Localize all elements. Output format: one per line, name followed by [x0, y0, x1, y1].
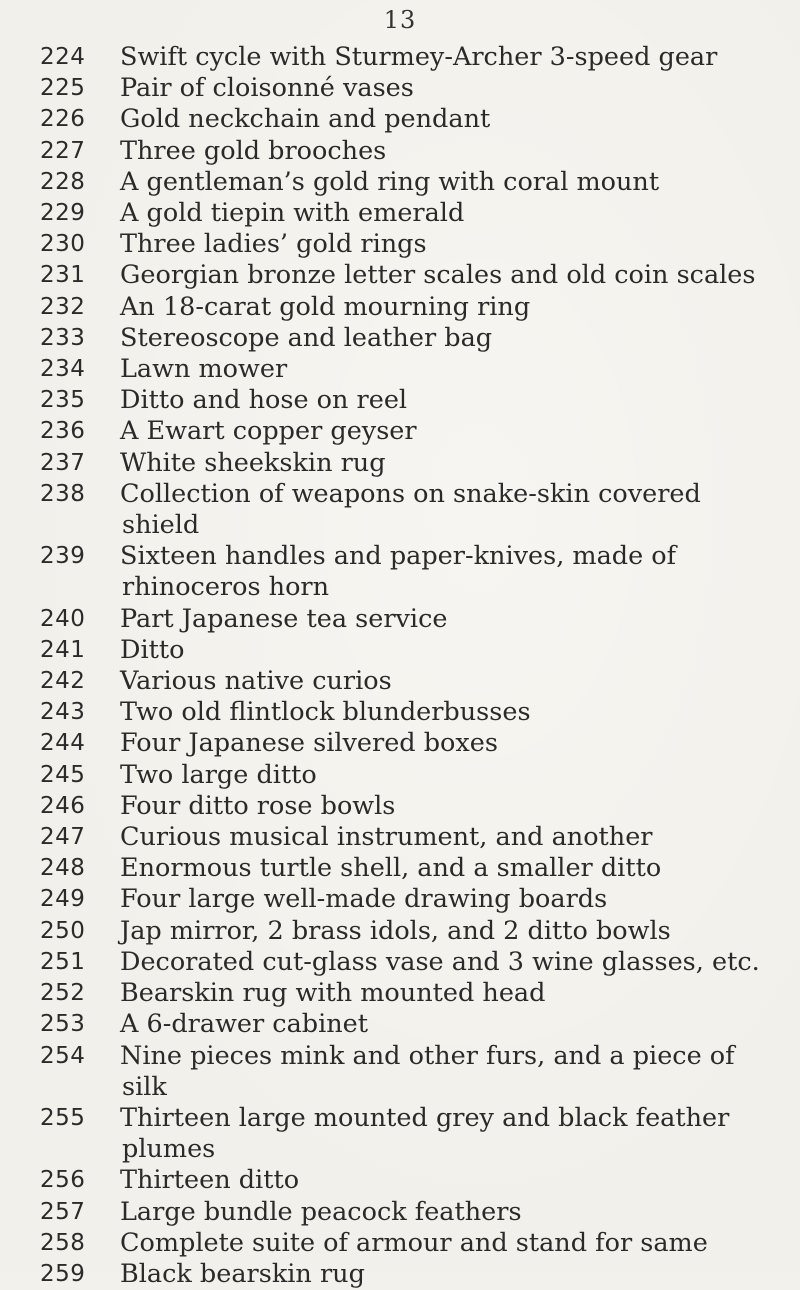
lot-description [120, 416, 795, 447]
lot-description-line: Sixteen handles and paper-knives, made of [120, 541, 677, 572]
lot-row [40, 666, 795, 697]
lot-row [40, 947, 795, 978]
lot-row [40, 728, 795, 759]
lot-row [40, 260, 795, 291]
lot-description-line: Enormous turtle shell, and a smaller ditto [120, 853, 662, 884]
lot-description-line: Ditto and hose on reel [120, 385, 408, 416]
lot-description-line: Two old flintlock blunderbusses [120, 697, 531, 728]
lot-number: 243 [40, 699, 86, 726]
lot-description-line: A gentleman’s gold ring with coral mount [120, 166, 660, 197]
lot-row [40, 479, 795, 541]
lot-description-line: Large bundle peacock feathers [120, 1196, 522, 1227]
lot-number: 259 [40, 1260, 86, 1287]
lot-description [120, 1103, 795, 1165]
lot-description [120, 1228, 795, 1259]
lot-number: 255 [40, 1104, 86, 1131]
lot-description [120, 198, 795, 229]
lot-description [120, 1259, 795, 1290]
lot-row [40, 1009, 795, 1040]
lot-number: 234 [40, 356, 86, 383]
lot-description-continuation: rhinoceros horn [122, 572, 330, 603]
lot-description [120, 884, 795, 915]
lot-number: 241 [40, 636, 86, 663]
lot-description-line: A gold tiepin with emerald [120, 198, 465, 229]
lot-number: 248 [40, 855, 86, 882]
lot-description [120, 666, 795, 697]
lot-row [40, 916, 795, 947]
lot-description [120, 791, 795, 822]
lot-number: 236 [40, 418, 86, 445]
lot-row [40, 136, 795, 167]
lot-description [120, 635, 795, 666]
lot-number: 245 [40, 761, 86, 788]
lot-description-line: Four large well-made drawing boards [120, 884, 608, 915]
lot-description [120, 1041, 795, 1103]
lot-description [120, 728, 795, 759]
lot-description [120, 292, 795, 323]
lot-description-line: Pair of cloisonné vases [120, 73, 414, 104]
lot-description [120, 479, 795, 541]
lot-row [40, 978, 795, 1009]
lot-description-line: Ditto [120, 634, 185, 665]
lot-number: 227 [40, 137, 86, 164]
lot-description [120, 822, 795, 853]
lot-description [120, 260, 795, 291]
lot-description [120, 167, 795, 198]
lot-description-continuation: silk [122, 1071, 167, 1102]
lot-number: 242 [40, 668, 86, 695]
lot-row [40, 822, 795, 853]
lot-description [120, 229, 795, 260]
lot-row [40, 292, 795, 323]
lot-description-line: Three gold brooches [120, 135, 387, 166]
lot-description [120, 448, 795, 479]
lot-number: 231 [40, 262, 86, 289]
lot-description-line: Two large ditto [120, 759, 317, 790]
lot-row [40, 884, 795, 915]
lot-description [120, 385, 795, 416]
lot-row [40, 1103, 795, 1165]
page-number: 13 [383, 6, 417, 34]
lot-description-line: Collection of weapons on snake-skin covered [120, 478, 701, 509]
lot-row [40, 697, 795, 728]
lot-description-line: White sheekskin rug [120, 447, 386, 478]
lot-number: 247 [40, 824, 86, 851]
lot-description [120, 947, 795, 978]
lot-number: 252 [40, 980, 86, 1007]
lot-description-line: Various native curios [120, 666, 392, 697]
lot-description [120, 1197, 795, 1228]
lot-number: 233 [40, 324, 86, 351]
lot-description [120, 853, 795, 884]
lot-number: 230 [40, 231, 86, 258]
lot-description-line: A Ewart copper geyser [120, 416, 417, 447]
lot-description-line: Part Japanese tea service [120, 603, 448, 634]
lot-description-continuation: plumes [122, 1134, 216, 1165]
lot-description [120, 73, 795, 104]
lot-description-line: Stereoscope and leather bag [120, 322, 493, 353]
lot-description-line: Complete suite of armour and stand for same [120, 1227, 708, 1258]
lot-description-line: Thirteen large mounted grey and black feather [120, 1102, 730, 1133]
lot-row [40, 385, 795, 416]
lot-description-line: Four ditto rose bowls [120, 790, 396, 821]
lot-list [40, 42, 795, 1290]
lot-number: 257 [40, 1198, 86, 1225]
lot-row [40, 167, 795, 198]
lot-row [40, 354, 795, 385]
lot-description-line: Lawn mower [120, 354, 288, 385]
lot-description-line: Bearskin rug with mounted head [120, 978, 546, 1009]
lot-row [40, 198, 795, 229]
lot-number: 258 [40, 1229, 86, 1256]
lot-description-line: Curious musical instrument, and another [120, 822, 653, 853]
lot-description [120, 42, 795, 73]
lot-description-line: Four Japanese silvered boxes [120, 728, 498, 759]
lot-number: 254 [40, 1042, 86, 1069]
lot-number: 250 [40, 917, 86, 944]
lot-number: 228 [40, 168, 86, 195]
lot-row [40, 1165, 795, 1196]
lot-row [40, 604, 795, 635]
lot-description-line: A 6-drawer cabinet [120, 1009, 369, 1040]
lot-number: 232 [40, 293, 86, 320]
lot-description [120, 978, 795, 1009]
lot-description [120, 1165, 795, 1196]
lot-row [40, 104, 795, 135]
lot-number: 225 [40, 75, 86, 102]
lot-row [40, 229, 795, 260]
lot-description [120, 136, 795, 167]
lot-number: 253 [40, 1011, 86, 1038]
lot-number: 249 [40, 886, 86, 913]
lot-number: 239 [40, 543, 86, 570]
lot-row [40, 448, 795, 479]
lot-description-continuation: shield [122, 510, 200, 541]
lot-row [40, 1041, 795, 1103]
lot-description-line: Georgian bronze letter scales and old coin scales [120, 260, 756, 291]
lot-number: 229 [40, 200, 86, 227]
lot-number: 238 [40, 480, 86, 507]
lot-row [40, 1259, 795, 1290]
lot-description-line: Thirteen ditto [120, 1165, 300, 1196]
lot-row [40, 635, 795, 666]
lot-number: 251 [40, 948, 86, 975]
lot-row [40, 416, 795, 447]
lot-description [120, 697, 795, 728]
lot-row [40, 1228, 795, 1259]
lot-row [40, 791, 795, 822]
lot-description-line: Decorated cut-glass vase and 3 wine glasses, etc. [120, 946, 760, 977]
lot-description [120, 760, 795, 791]
lot-row [40, 1197, 795, 1228]
lot-description-line: Swift cycle with Sturmey-Archer 3-speed gear [120, 42, 718, 72]
lot-row [40, 760, 795, 791]
lot-number: 246 [40, 792, 86, 819]
lot-description-line: Three ladies’ gold rings [120, 229, 427, 260]
lot-row [40, 73, 795, 104]
lot-description [120, 604, 795, 635]
lot-number: 235 [40, 387, 86, 414]
lot-row [40, 853, 795, 884]
lot-description [120, 1009, 795, 1040]
lot-row [40, 541, 795, 603]
lot-row [40, 323, 795, 354]
lot-number: 240 [40, 605, 86, 632]
lot-description-line: Gold neckchain and pendant [120, 104, 491, 135]
lot-description [120, 916, 795, 947]
lot-description [120, 323, 795, 354]
lot-description-line: Jap mirror, 2 brass idols, and 2 ditto bowls [120, 915, 671, 946]
lot-description [120, 541, 795, 603]
lot-description-line: Black bearskin rug [120, 1258, 365, 1289]
lot-description-line: Nine pieces mink and other furs, and a piece of [120, 1040, 735, 1071]
lot-number: 224 [40, 44, 86, 70]
lot-number: 226 [40, 106, 86, 133]
lot-number: 237 [40, 449, 86, 476]
lot-description-line: An 18-carat gold mourning ring [120, 291, 531, 322]
lot-row [40, 42, 795, 73]
lot-number: 244 [40, 730, 86, 757]
lot-description [120, 104, 795, 135]
lot-number: 256 [40, 1167, 86, 1194]
lot-description [120, 354, 795, 385]
